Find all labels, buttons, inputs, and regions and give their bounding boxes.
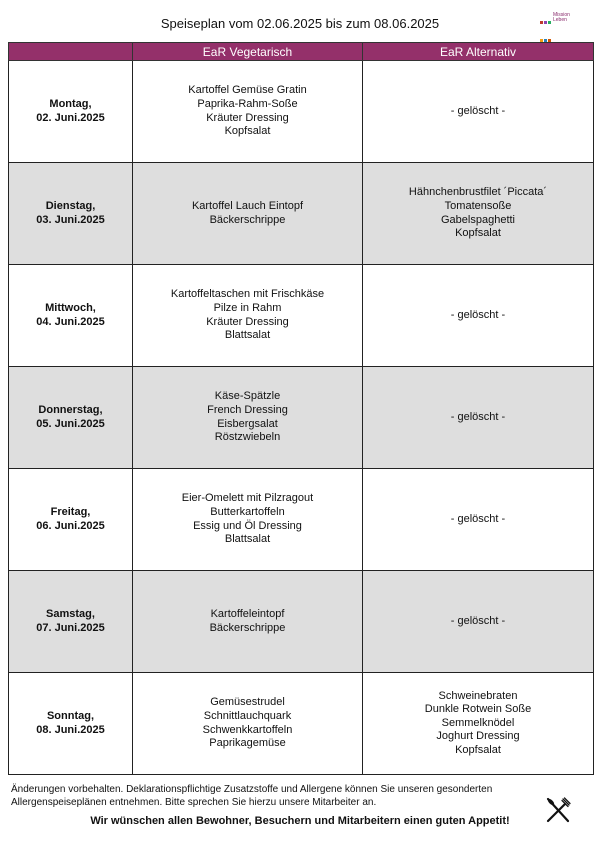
day-date: 02. Juni.2025 — [36, 111, 105, 124]
menu-item: Schwenkkartoffeln — [202, 723, 293, 736]
menu-item: Dunkle Rotwein Soße — [424, 703, 532, 716]
menu-item: Eier-Omelett mit Pilzragout — [181, 492, 314, 505]
day-name: Montag, — [49, 97, 92, 110]
vegetarian-cell — [133, 469, 363, 571]
menu-item: Kartoffel Gemüse Gratin — [188, 84, 307, 97]
menu-item: Kartoffeltaschen mit Frischkäse — [170, 288, 325, 301]
day-cell — [9, 163, 133, 265]
footer-note: Änderungen vorbehalten. Deklarationspflichtige Zusatzstoffe und Allergene können Sie unseren gesonderten Allergenspeiseplänen entnehmen. Bitte sprechen Sie hierzu unsere Mitarbeiter an. — [11, 784, 493, 808]
menu-item: Schnittlauchquark — [203, 709, 292, 722]
menu-item: - gelöscht - — [450, 512, 506, 525]
menu-item: Semmelknödel — [441, 716, 515, 729]
alternative-cell — [363, 469, 594, 571]
menu-item: Blattsalat — [224, 329, 271, 342]
vegetarian-cell — [133, 673, 363, 775]
day-name: Dienstag, — [45, 199, 96, 212]
table-row — [9, 673, 594, 775]
alternative-cell — [363, 367, 594, 469]
menu-item: Bäckerschrippe — [209, 213, 286, 226]
menu-table — [8, 42, 594, 775]
table-row — [9, 265, 594, 367]
day-date: 08. Juni.2025 — [36, 723, 105, 736]
day-cell — [9, 571, 133, 673]
day-cell — [9, 61, 133, 163]
menu-item: - gelöscht - — [450, 614, 506, 627]
day-date: 04. Juni.2025 — [36, 315, 105, 328]
menu-item: Butterkartoffeln — [210, 505, 285, 518]
menu-item: Pilze in Rahm — [213, 301, 282, 314]
table-row — [9, 61, 594, 163]
day-cell — [9, 673, 133, 775]
menu-body — [9, 61, 594, 775]
menu-item: Paprika-Rahm-Soße — [197, 97, 298, 110]
menu-item: Kräuter Dressing — [206, 315, 289, 328]
menu-item: Kräuter Dressing — [206, 111, 289, 124]
menu-item: Tomatensoße — [444, 199, 512, 212]
day-cell — [9, 469, 133, 571]
logo-dot — [544, 21, 547, 24]
alternative-cell — [363, 571, 594, 673]
vegetarian-cell — [133, 163, 363, 265]
alternative-cell — [363, 61, 594, 163]
menu-item: Bäckerschrippe — [209, 621, 286, 634]
header-vegetarian: EaR Vegetarisch — [133, 43, 363, 61]
day-date: 07. Juni.2025 — [36, 621, 105, 634]
alternative-cell — [363, 265, 594, 367]
table-row — [9, 163, 594, 265]
page-title: Speiseplan vom 02.06.2025 bis zum 08.06.2025 — [160, 16, 440, 31]
day-name: Sonntag, — [46, 709, 95, 722]
table-header-row — [9, 43, 594, 61]
vegetarian-cell — [133, 367, 363, 469]
header-day-column — [9, 43, 133, 61]
menu-item: - gelöscht - — [450, 308, 506, 321]
menu-item: Schweinebraten — [438, 689, 518, 702]
menu-item: Joghurt Dressing — [436, 730, 520, 743]
menu-item: Gemüsestrudel — [210, 696, 285, 709]
table-row — [9, 469, 594, 571]
alternative-cell — [363, 163, 594, 265]
day-date: 03. Juni.2025 — [36, 213, 105, 226]
day-cell — [9, 265, 133, 367]
vegetarian-cell — [133, 61, 363, 163]
menu-item: Käse-Spätzle — [214, 390, 281, 403]
menu-item: Eisbergsalat — [217, 417, 278, 430]
menu-item: Kartoffel Lauch Eintopf — [191, 199, 304, 212]
menu-item: Röstzwiebeln — [214, 431, 281, 444]
vegetarian-cell — [133, 265, 363, 367]
alternative-cell — [363, 673, 594, 775]
logo-dot — [540, 21, 543, 24]
day-name: Donnerstag, — [38, 403, 103, 416]
day-cell — [9, 367, 133, 469]
menu-item: - gelöscht - — [450, 104, 506, 117]
menu-item: Essig und Öl Dressing — [193, 519, 302, 532]
menu-item: Kopfsalat — [455, 227, 501, 240]
menu-item: Kopfsalat — [455, 743, 501, 756]
menu-item: Paprikagemüse — [209, 737, 286, 750]
day-date: 05. Juni.2025 — [36, 417, 105, 430]
day-name: Freitag, — [50, 505, 91, 518]
logo-dot — [548, 21, 551, 24]
menu-item: French Dressing — [207, 403, 288, 416]
logo-text: Mission Leben — [553, 12, 570, 23]
menu-item: Kartoffeleintopf — [210, 607, 285, 620]
logo — [540, 12, 574, 38]
cutlery-icon — [543, 795, 573, 825]
menu-item: Hähnchenbrustfilet ´Piccata´ — [408, 186, 548, 199]
menu-item: Gabelspaghetti — [441, 213, 515, 226]
day-date: 06. Juni.2025 — [36, 519, 105, 532]
table-row — [9, 571, 594, 673]
menu-item: Kopfsalat — [224, 125, 271, 138]
table-row — [9, 367, 594, 469]
day-name: Samstag, — [46, 607, 95, 620]
header-alternative: EaR Alternativ — [363, 43, 594, 61]
menu-item: Blattsalat — [224, 533, 271, 546]
menu-item: - gelöscht - — [450, 410, 506, 423]
vegetarian-cell — [133, 571, 363, 673]
day-name: Mittwoch, — [45, 301, 96, 314]
appetite-message: Wir wünschen allen Bewohner, Besuchern und Mitarbeitern einen guten Appetit! — [90, 815, 510, 827]
